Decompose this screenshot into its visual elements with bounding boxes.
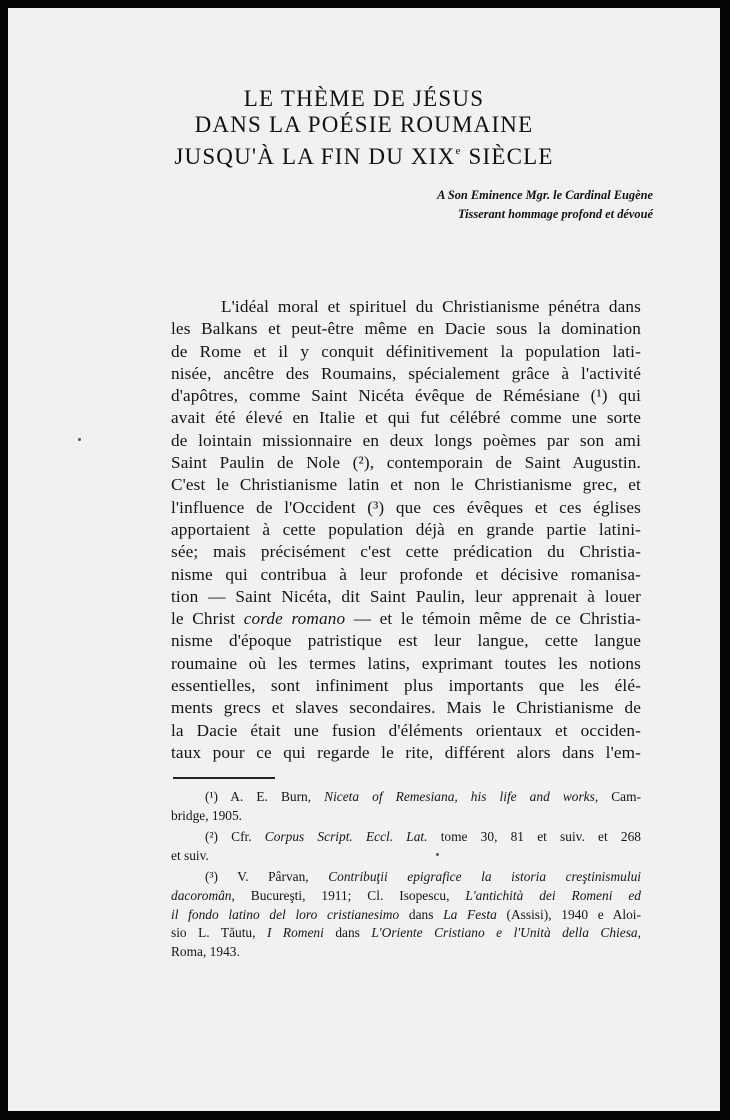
body-line: tion — Saint Nicéta, dit Saint Paulin, leur apprenait à louer bbox=[171, 586, 641, 606]
scan-speck bbox=[78, 438, 81, 441]
footnote-italic: I Romeni bbox=[266, 925, 324, 941]
title-line-3-end: SIÈCLE bbox=[461, 144, 554, 169]
body-line bbox=[171, 608, 641, 630]
body-italic-phrase: corde romano bbox=[243, 609, 346, 629]
dedication-line-2: Tisserant hommage profond et dévoué bbox=[457, 207, 653, 221]
body-line: essentielles, sont infiniment plus importants que les élé- bbox=[171, 676, 641, 696]
footnote-italic: Contribuţii epigrafice la istoria creştinismului bbox=[328, 869, 641, 885]
body-line: L'idéal moral et spirituel du Christianisme pénétra dans bbox=[221, 297, 641, 316]
footnote-line bbox=[171, 887, 641, 906]
footnote-italic: L'antichità dei Romeni ed bbox=[465, 887, 641, 903]
body-line: nisée, ancêtre des Roumains, spécialement grâce à l'activité bbox=[171, 363, 641, 383]
footnote-text: dans bbox=[399, 906, 444, 922]
page-title bbox=[8, 86, 720, 170]
footnote-text: A. E. Burn, bbox=[217, 789, 325, 804]
footnote-line: et suiv. bbox=[171, 847, 209, 863]
footnote-line bbox=[171, 924, 641, 943]
footnote-italic: il fondo latino del loro cristianesimo bbox=[171, 906, 400, 922]
footnote-italic: L'Oriente Cristiano e l'Unità della Chiesa bbox=[371, 925, 638, 941]
body-line: d'apôtres, comme Saint Nicéta évêque de Rémésiane (¹) qui bbox=[171, 386, 641, 406]
body-paragraph bbox=[171, 296, 641, 764]
footnote-line bbox=[171, 868, 641, 887]
footnote-text: Cfr. bbox=[217, 829, 265, 845]
body-line: de lointain missionnaire en deux longs poèmes par son ami bbox=[171, 430, 641, 450]
footnote-italic: Corpus Script. Eccl. Lat. bbox=[264, 829, 428, 845]
body-line: avait été élevé en Italie et qui fut célébré comme une sorte bbox=[171, 408, 641, 428]
document-page bbox=[8, 8, 720, 1111]
dedication bbox=[437, 186, 653, 224]
title-line-3 bbox=[8, 138, 720, 170]
body-line: taux pour ce qui regarde le rite, différent alors dans l'em- bbox=[171, 742, 641, 762]
body-line: roumaine où les termes latins, exprimant toutes les notions bbox=[171, 653, 641, 673]
body-line: Saint Paulin de Nole (²), contemporain de Saint Augustin. bbox=[171, 453, 641, 473]
footnote-divider bbox=[173, 777, 275, 779]
footnote-text: sio L. Tăutu, bbox=[171, 925, 267, 941]
title-superscript: e bbox=[455, 145, 462, 157]
footnote-2 bbox=[171, 828, 641, 865]
body-text-segment: le Christ bbox=[171, 609, 244, 629]
body-line: l'influence de l'Occident (³) que ces évêques et ces églises bbox=[171, 497, 641, 517]
body-line: C'est le Christianisme latin et non le Christianisme grec, et bbox=[171, 475, 641, 495]
scan-speck bbox=[436, 853, 439, 856]
body-line: apportaient à cette population déjà en grande partie latini- bbox=[171, 519, 641, 539]
footnote-1 bbox=[171, 788, 641, 825]
footnote-line bbox=[171, 828, 641, 847]
footnote-text: tome 30, 81 et suiv. et 268 bbox=[427, 829, 641, 845]
footnote-line: bridge, 1905. bbox=[171, 807, 243, 823]
body-text-segment: — et le témoin même de ce Christia- bbox=[345, 609, 641, 629]
body-line: sée; mais précisément c'est cette prédication du Christia- bbox=[171, 542, 641, 562]
footnote-italic: dacoromân bbox=[171, 887, 232, 903]
footnote-3 bbox=[171, 868, 641, 961]
footnote-marker: (¹) bbox=[205, 789, 218, 804]
footnote-text: , Bucureşti, 1911; Cl. Isopescu, bbox=[231, 887, 466, 903]
footnote-text: V. Pârvan, bbox=[217, 869, 329, 885]
footnote-line bbox=[171, 906, 641, 925]
title-line-1: LE THÈME DE JÉSUS bbox=[243, 86, 485, 111]
footnote-text: , Cam- bbox=[594, 789, 641, 804]
body-line: nisme d'époque patristique est leur langue, cette langue bbox=[171, 631, 641, 651]
footnotes bbox=[171, 788, 641, 964]
footnote-text: (Assisi), 1940 e Aloi- bbox=[496, 906, 641, 922]
body-line: nisme qui contribua à leur profonde et décisive romanisa- bbox=[171, 564, 641, 584]
footnote-italic: Niceta of Remesiana, his life and works bbox=[324, 789, 595, 804]
body-line: les Balkans et peut-être même en Dacie sous la domination bbox=[171, 319, 641, 339]
footnote-italic: La Festa bbox=[443, 906, 497, 922]
footnote-marker: (²) bbox=[205, 829, 218, 845]
footnote-line: Roma, 1943. bbox=[171, 943, 240, 959]
dedication-line-1: A Son Eminence Mgr. le Cardinal Eugène bbox=[437, 188, 653, 202]
body-line: la Dacie était une fusion d'éléments orientaux et occiden- bbox=[171, 720, 641, 740]
footnote-text: dans bbox=[323, 925, 372, 941]
footnote-line bbox=[171, 788, 641, 807]
body-line: ments grecs et slaves secondaires. Mais le Christianisme de bbox=[171, 698, 641, 718]
footnote-marker: (³) bbox=[205, 869, 218, 885]
footnote-text: , bbox=[637, 925, 641, 941]
title-line-2: DANS LA POÉSIE ROUMAINE bbox=[194, 112, 534, 137]
body-line: de Rome et il y conquit définitivement la population lati- bbox=[171, 341, 641, 361]
title-line-3-main: JUSQU'À LA FIN DU XIX bbox=[174, 144, 456, 169]
